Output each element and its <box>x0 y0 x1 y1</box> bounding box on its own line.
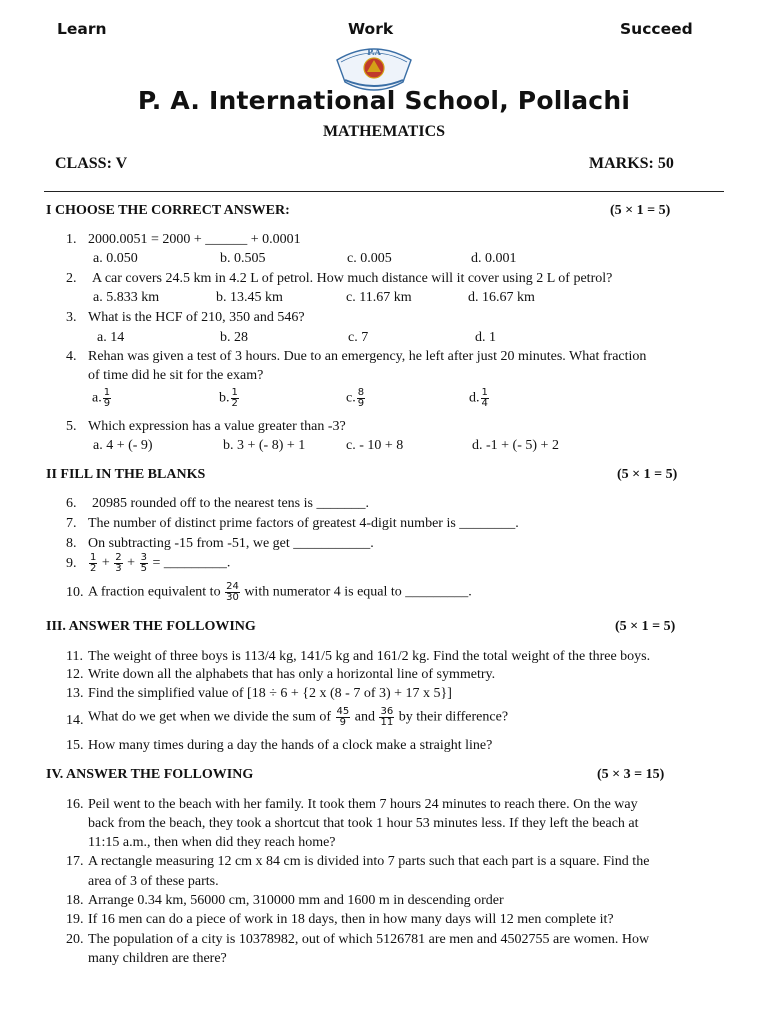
question-number: 9. <box>66 556 77 571</box>
question-number: 18. <box>66 893 84 908</box>
question-text: A car covers 24.5 km in 4.2 L of petrol. How much distance will it cover using 2 L of petrol? <box>92 271 613 286</box>
section-4-marks: (5 × 3 = 15) <box>597 767 665 782</box>
option-c: c. 7 <box>348 330 369 345</box>
question-number: 12. <box>66 667 84 682</box>
question-text: How many times during a day the hands of a clock make a straight line? <box>88 738 493 753</box>
section-2-marks: (5 × 1 = 5) <box>617 467 678 482</box>
class-label: CLASS: V <box>55 155 128 172</box>
option-d: d. 1 <box>475 330 496 345</box>
question-number: 11. <box>66 649 83 664</box>
question-number: 17. <box>66 854 84 869</box>
question-text-line-2: of time did he sit for the exam? <box>88 368 264 383</box>
motto-work: Work <box>348 20 394 38</box>
question-text: A fraction equivalent to $\frac{24}{30}$ with numerator 4 is equal to _________. <box>88 581 472 603</box>
question-text: 2000.0051 = 2000 + ______ + 0.0001 <box>88 232 301 247</box>
option-c: c. 0.005 <box>347 251 392 266</box>
question-text-line-2: many children are there? <box>88 951 227 966</box>
fraction: $\frac{36}{11}$ <box>380 706 394 728</box>
option-c: c. - 10 + 8 <box>346 438 404 453</box>
question-text-line-2: area of 3 of these parts. <box>88 874 219 889</box>
question-number: 1. <box>66 232 77 247</box>
question-text: On subtracting -15 from -51, we get ___________. <box>88 536 374 551</box>
question-text-line-2: back from the beach, they took a shortcut that took 1 hour 53 minutes less. If they left the beach at <box>88 816 639 831</box>
question-number: 7. <box>66 516 77 531</box>
question-text: Write down all the alphabets that has only a horizontal line of symmetry. <box>88 667 496 682</box>
header-divider <box>44 191 724 192</box>
option-d: d. 16.67 km <box>468 290 535 305</box>
option-b: b. 13.45 km <box>216 290 283 305</box>
option-a: a. 0.050 <box>93 251 138 266</box>
school-name: P. A. International School, Pollachi <box>137 86 631 115</box>
marks-label: MARKS: 50 <box>589 155 674 172</box>
fraction: $\frac{45}{9}$ <box>336 706 350 728</box>
question-text-line-3: 11:15 a.m., then when did they reach home? <box>88 835 336 850</box>
question-number: 8. <box>66 536 77 551</box>
question-number: 4. <box>66 349 77 364</box>
section-4-title: IV. ANSWER THE FOLLOWING <box>46 767 254 782</box>
question-text: $\frac{1}{2}$ + $\frac{2}{3}$ + $\frac{3}{5}$ = _________. <box>90 552 231 574</box>
question-text-line-1: A rectangle measuring 12 cm x 84 cm is divided into 7 parts such that each part is a square. Find the <box>88 854 650 869</box>
question-number: 3. <box>66 310 77 325</box>
question-text-line-1: Peil went to the beach with her family. It took them 7 hours 24 minutes to reach there. On the way <box>88 797 638 812</box>
option-a: a. 5.833 km <box>93 290 160 305</box>
question-text: Arrange 0.34 km, 56000 cm, 310000 mm and 1600 m in descending order <box>88 893 504 908</box>
option-b: b. 3 + (- 8) + 1 <box>223 438 306 453</box>
section-2-title: II FILL IN THE BLANKS <box>46 467 206 482</box>
question-number: 10. <box>66 585 84 600</box>
question-number: 2. <box>66 271 77 286</box>
option-c: c. 11.67 km <box>346 290 412 305</box>
question-number: 15. <box>66 738 84 753</box>
fraction: $\frac{2}{3}$ <box>115 552 122 574</box>
option-b: b. 0.505 <box>220 251 266 266</box>
question-text: 20985 rounded off to the nearest tens is _______. <box>92 496 369 511</box>
fraction: $\frac{1}{2}$ <box>90 552 97 574</box>
question-number: 5. <box>66 419 77 434</box>
question-number: 13. <box>66 686 84 701</box>
option-a: a. 14 <box>97 330 125 345</box>
question-number: 16. <box>66 797 84 812</box>
fraction: $\frac{24}{30}$ <box>226 581 239 603</box>
motto-succeed: Succeed <box>620 20 693 38</box>
option-d: d. 0.001 <box>471 251 517 266</box>
motto-learn: Learn <box>57 20 107 38</box>
question-text: Which expression has a value greater than -3? <box>88 419 346 434</box>
subject-title: MATHEMATICS <box>322 123 446 140</box>
fraction: $\frac{3}{5}$ <box>140 552 147 574</box>
option-c: c. $\frac{8}{9}$ <box>346 387 365 409</box>
section-3-marks: (5 × 1 = 5) <box>615 619 676 634</box>
question-text: What is the HCF of 210, 350 and 546? <box>88 310 305 325</box>
question-number: 20. <box>66 932 84 947</box>
question-text: What do we get when we divide the sum of $\frac{45}{9}$ and $\frac{36}{11}$ by their difference? <box>88 706 509 728</box>
question-text: The number of distinct prime factors of greatest 4-digit number is ________. <box>88 516 519 531</box>
option-d: d. $\frac{1}{4}$ <box>469 387 488 409</box>
section-1-title: I CHOOSE THE CORRECT ANSWER: <box>46 203 290 218</box>
option-a: a. 4 + (- 9) <box>93 438 153 453</box>
section-3-title: III. ANSWER THE FOLLOWING <box>46 619 256 634</box>
question-text-line-1: The population of a city is 10378982, out of which 5126781 are men and 4502755 are women. How <box>88 932 650 947</box>
option-b: b. $\frac{1}{2}$ <box>219 387 238 409</box>
question-number: 14. <box>66 713 84 728</box>
option-d: d. -1 + (- 5) + 2 <box>472 438 559 453</box>
question-text: If 16 men can do a piece of work in 18 days, then in how many days will 12 men complete it? <box>88 912 614 927</box>
question-text: Find the simplified value of [18 ÷ 6 + {2 x (8 - 7 of 3) + 17 x 5}] <box>88 686 452 701</box>
option-a: a. $\frac{1}{9}$ <box>92 387 111 409</box>
logo-text: P.A <box>367 47 381 57</box>
question-number: 6. <box>66 496 77 511</box>
section-1-marks: (5 × 1 = 5) <box>610 203 671 218</box>
question-text-line-1: Rehan was given a test of 3 hours. Due to an emergency, he left after just 20 minutes. What fraction <box>88 349 647 364</box>
option-b: b. 28 <box>220 330 248 345</box>
question-number: 19. <box>66 912 84 927</box>
question-text: The weight of three boys is 113/4 kg, 141/5 kg and 161/2 kg. Find the total weight of the three boys. <box>88 649 651 664</box>
